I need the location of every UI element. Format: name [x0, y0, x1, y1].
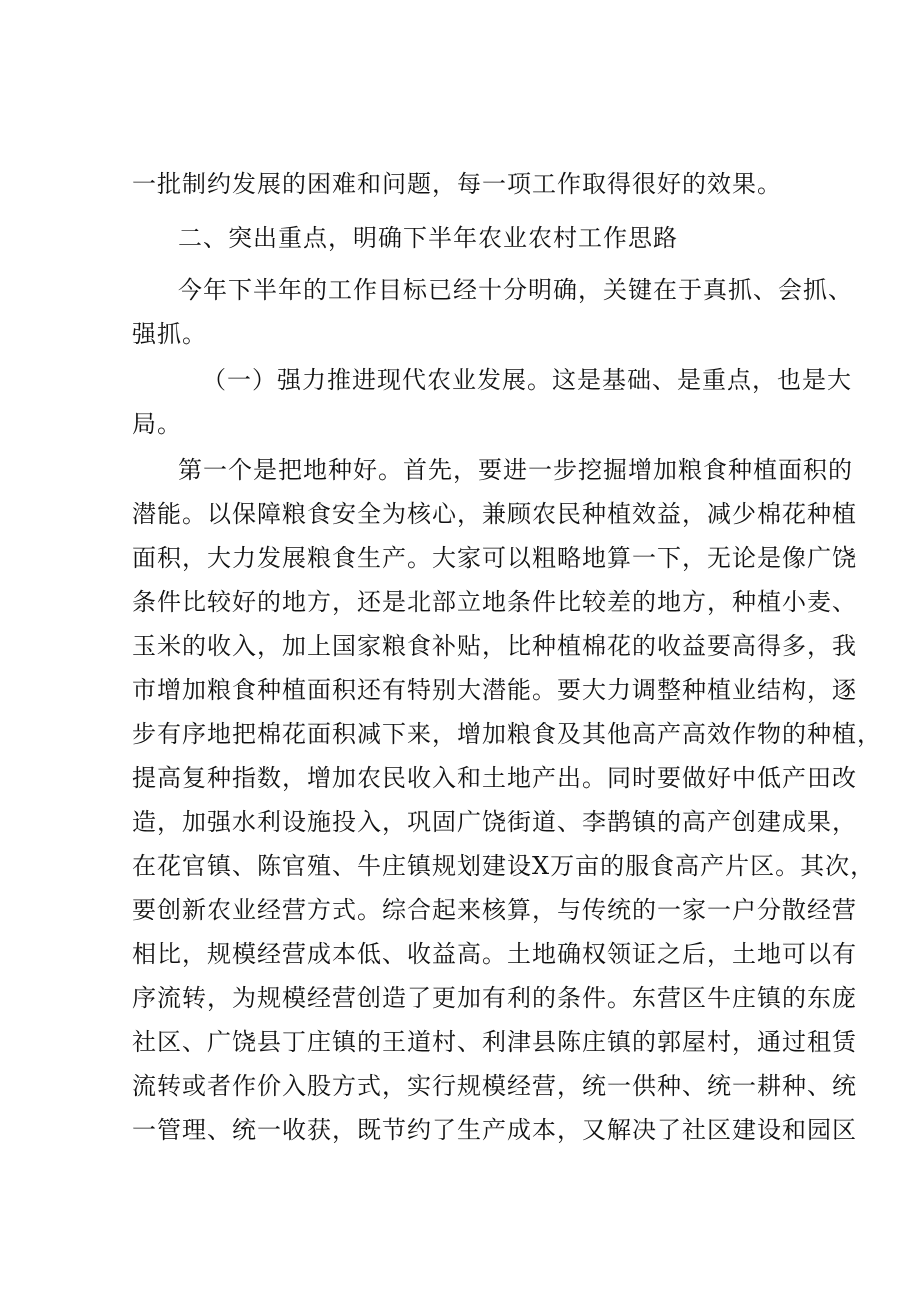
paragraph-line: 今年下半年的工作目标已经十分明确，关键在于真抓、会抓、 [178, 276, 853, 304]
paragraph-line: 面积，大力发展粮食生产。大家可以粗略地算一下，无论是像广饶 [132, 544, 857, 572]
paragraph-line: 步有序地把棉花面积减下来，增加粮食及其他高产高效作物的种植， [132, 720, 882, 748]
paragraph-line: 强抓。 [132, 320, 207, 348]
paragraph-line: 市增加粮食种植面积还有特别大潜能。要大力调整种植业结构，逐 [132, 676, 857, 704]
paragraph [132, 268, 853, 356]
paragraph-line: 第一个是把地种好。首先，要进一步挖掘增加粮食种植面积的 [178, 456, 853, 484]
paragraph-line: 流转或者作价入股方式，实行规模经营，统一供种、统一耕种、统 [132, 1072, 857, 1100]
subsection-heading [132, 358, 852, 446]
paragraph-line: 提高复种指数，增加农民收入和土地产出。同时要做好中低产田改 [132, 764, 857, 792]
paragraph-line: 社区、广饶县丁庄镇的王道村、利津县陈庄镇的郭屋村，通过租赁 [132, 1028, 857, 1056]
paragraph [132, 448, 882, 1152]
document-body [132, 162, 802, 206]
paragraph-line: 造，加强水利设施投入，巩固广饶街道、李鹊镇的高产创建成果， [132, 808, 857, 836]
heading-line: （一）强力推进现代农业发展。这是基础、是重点，也是大 [202, 366, 852, 394]
paragraph-line: 玉米的收入，加上国家粮食补贴，比种植棉花的收益要高得多，我 [132, 632, 857, 660]
section-heading [132, 216, 802, 260]
paragraph-line: 要创新农业经营方式。综合起来核算，与传统的一家一户分散经营 [132, 896, 857, 924]
paragraph-line: 序流转，为规模经营创造了更加有利的条件。东营区牛庄镇的东庞 [132, 984, 857, 1012]
paragraph-line: 相比，规模经营成本低、收益高。土地确权领证之后，土地可以有 [132, 940, 857, 968]
paragraph-line: 潜能。以保障粮食安全为核心，兼顾农民种植效益，减少棉花种植 [132, 500, 857, 528]
paragraph-line: 一批制约发展的困难和问题，每一项工作取得很好的效果。 [132, 170, 782, 198]
heading-line: 局。 [132, 410, 182, 438]
paragraph-line: 一管理、统一收获，既节约了生产成本，又解决了社区建设和园区 [132, 1116, 857, 1144]
paragraph-line: 条件比较好的地方，还是北部立地条件比较差的地方，种植小麦、 [132, 588, 857, 616]
paragraph-line: 在花官镇、陈官殖、牛庄镇规划建设X万亩的服食高产片区。其次， [132, 852, 876, 880]
heading-line: 二、突出重点，明确下半年农业农村工作思路 [178, 224, 678, 252]
